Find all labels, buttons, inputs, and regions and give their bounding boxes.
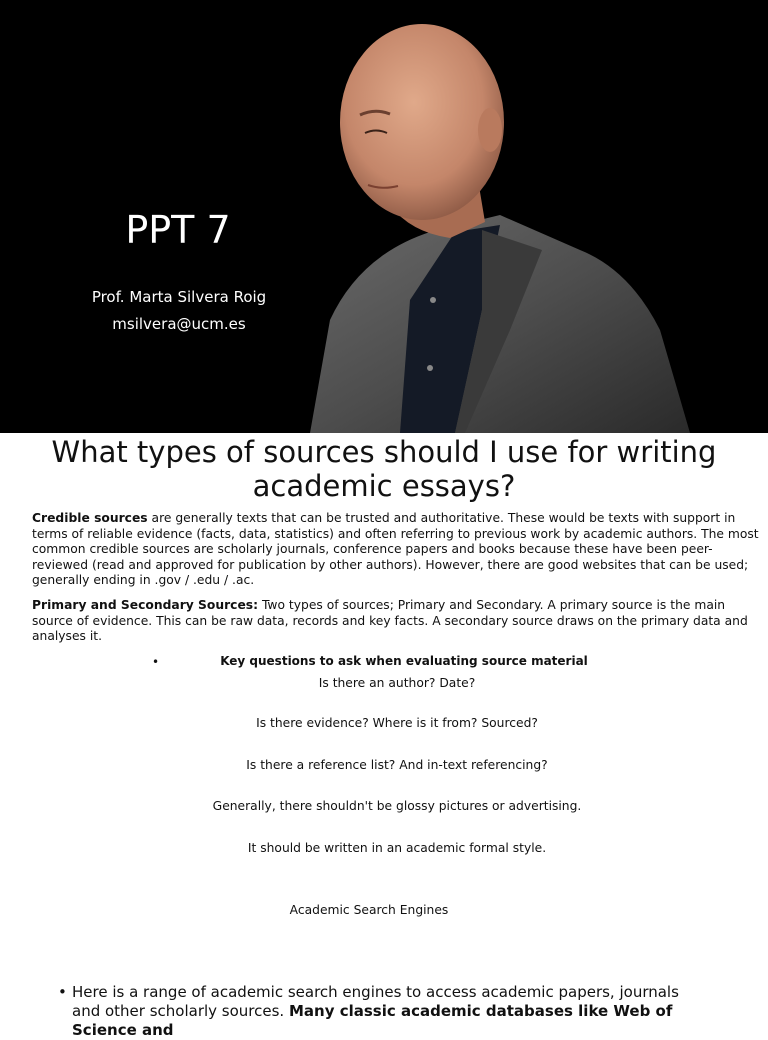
key-question-item: Is there evidence? Where is it from? Sourced?: [256, 716, 538, 730]
key-question-item: Is there a reference list? And in-text referencing?: [246, 758, 548, 772]
key-question-item: Is there an author? Date?: [318, 676, 476, 690]
credible-sources-text: are generally texts that can be trusted and authoritative. These would be texts with support in terms of reliable evidence (facts, data, statistics) and often referring to previous work by academic authors. The most common credible sources are scholarly journals, conference papers and books because these have been peer-reviewed (read and approved for publication by other authors). However, there are good websites that can be used; generally ending in .gov / .edu / .ac.: [32, 511, 759, 587]
bullet-icon: •: [152, 655, 160, 669]
speaker-photo: [250, 0, 768, 433]
title-slide: [0, 0, 768, 433]
primary-secondary-text: Two types of sources; Primary and Secondary. A primary source is the main source of evidence. This can be raw data, records and key facts. A secondary source draws on the primary data and analyses it.: [32, 598, 748, 643]
search-engines-intro: Here is a range of academic search engines to access academic papers, journals and other scholarly sources.: [72, 983, 679, 1020]
credible-sources-paragraph: [32, 511, 762, 589]
slide-heading: What types of sources should I use for writing academic essays?: [51, 435, 717, 503]
primary-secondary-paragraph: [32, 598, 762, 645]
search-engines-bold: Many classic academic databases like Web of Science and: [72, 1002, 673, 1039]
sources-slide: [0, 433, 768, 1039]
author-email: msilvera@ucm.es: [112, 315, 246, 333]
key-question-item: It should be written in an academic formal style.: [247, 841, 547, 855]
search-engines-text: [72, 983, 698, 1040]
key-questions-heading: Key questions to ask when evaluating source material: [220, 654, 588, 668]
key-question-item: Generally, there shouldn't be glossy pictures or advertising.: [212, 799, 582, 813]
primary-secondary-label: Primary and Secondary Sources:: [32, 598, 259, 612]
slide-title: PPT 7: [125, 208, 231, 252]
author-name: Prof. Marta Silvera Roig: [91, 288, 267, 306]
search-engines-heading: Academic Search Engines: [289, 903, 449, 917]
bullet-icon: •: [58, 983, 67, 1001]
credible-sources-label: Credible sources: [32, 511, 148, 525]
